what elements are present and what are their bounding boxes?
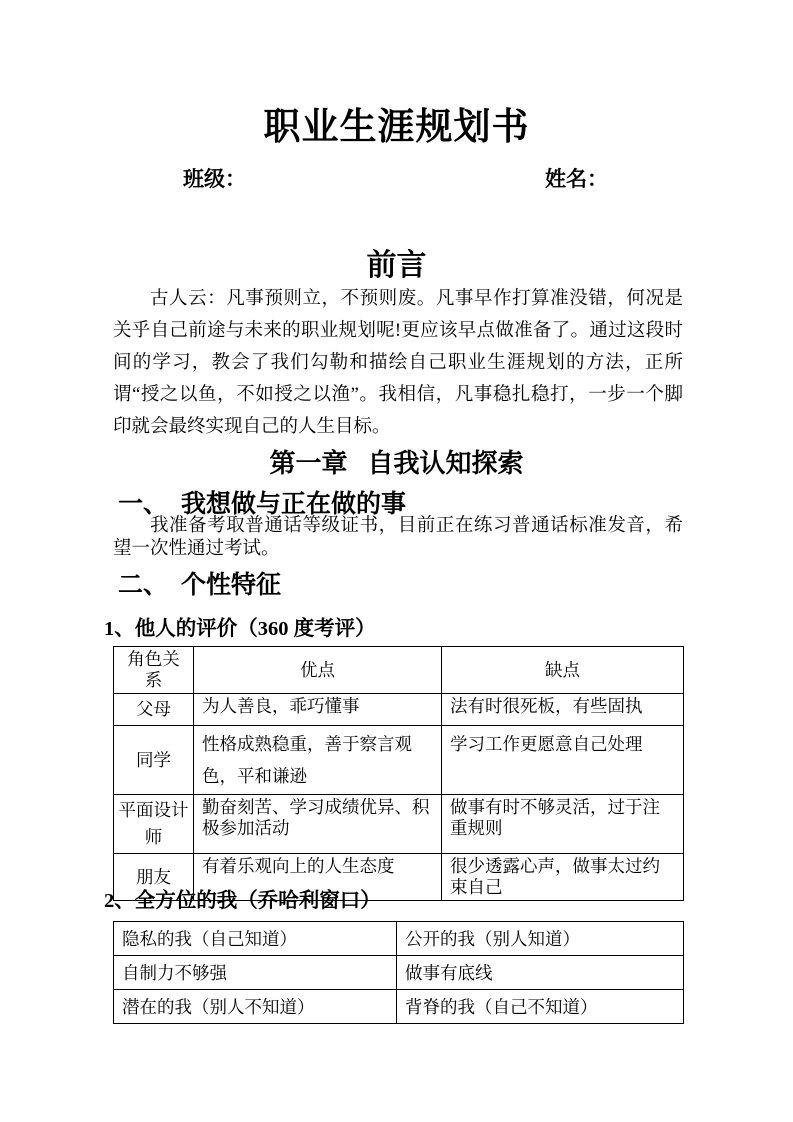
meta-row — [0, 163, 793, 195]
cons-cell: 很少透露心声，做事太过约束自己 — [442, 854, 684, 901]
section1-paragraph: 我准备考取普通话等级证书，目前正在练习普通话标准发音，希望一次性通过考试。 — [113, 516, 683, 559]
role-cell: 朋友 — [114, 854, 194, 901]
cons-cell: 做事有时不够灵活，过于注重规则 — [442, 795, 684, 854]
johari-cell: 隐私的我（自己知道） — [114, 922, 397, 956]
chapter1-number: 第一章 — [269, 449, 348, 478]
johari-table — [113, 921, 684, 1024]
section2-title: 个性特征 — [181, 572, 282, 599]
section1-number: 一、 — [118, 491, 169, 518]
class-label: 班级： — [183, 167, 246, 191]
section2-number: 二、 — [118, 572, 169, 599]
pros-cell: 有着乐观向上的人生态度 — [194, 854, 442, 901]
section2-heading — [118, 565, 281, 601]
evaluation-heading: 1、他人的评价（360 度考评） — [104, 618, 376, 640]
pros-cell: 性格成熟稳重，善于察言观色，平和谦逊 — [194, 726, 442, 795]
table-row — [114, 990, 684, 1024]
johari-cell: 背脊的我（自己不知道） — [397, 990, 684, 1024]
chapter1-name: 自我认知探索 — [367, 449, 524, 478]
preface-heading: 前言 — [366, 249, 427, 282]
cons-cell: 法有时很死板，有些固执 — [442, 694, 684, 726]
evaluation-header-row — [114, 647, 684, 694]
header-cons: 缺点 — [442, 647, 684, 694]
table-row — [114, 795, 684, 854]
name-label: 姓名： — [545, 167, 608, 191]
header-role: 角色关系 — [114, 647, 194, 694]
table-row — [114, 694, 684, 726]
preface-paragraph: 古人云：凡事预则立，不预则废。凡事早作打算准没错，何况是关乎自己前途与未来的职业规划呢!更应该早点做准备了。通过这段时间的学习，教会了我们勾勒和描绘自己职业生涯规划的方法，正所谓“授之以鱼，不如授之以渔”。我相信，凡事稳扎稳打，一步一个脚印就会最终实现自己的人生目标。 — [113, 289, 683, 437]
role-cell: 平面设计师 — [114, 795, 194, 854]
johari-cell: 公开的我（别人知道） — [397, 922, 684, 956]
johari-cell: 做事有底线 — [397, 956, 684, 990]
table-row — [114, 956, 684, 990]
johari-heading: 2、全方位的我（乔哈利窗口） — [104, 890, 381, 912]
pros-cell: 勤奋刻苦、学习成绩优异、积极参加活动 — [194, 795, 442, 854]
johari-cell: 自制力不够强 — [114, 956, 397, 990]
chapter1-heading — [0, 443, 793, 480]
document-title: 职业生涯规划书 — [263, 107, 530, 148]
section1-title: 我想做与正在做的事 — [181, 491, 407, 518]
cons-cell: 学习工作更愿意自己处理 — [442, 726, 684, 795]
johari-cell: 潜在的我（别人不知道） — [114, 990, 397, 1024]
pros-cell: 为人善良，乖巧懂事 — [194, 694, 442, 726]
header-pros: 优点 — [194, 647, 442, 694]
table-row — [114, 922, 684, 956]
table-row — [114, 726, 684, 795]
evaluation-table — [113, 646, 684, 901]
role-cell: 父母 — [114, 694, 194, 726]
role-cell: 同学 — [114, 726, 194, 795]
